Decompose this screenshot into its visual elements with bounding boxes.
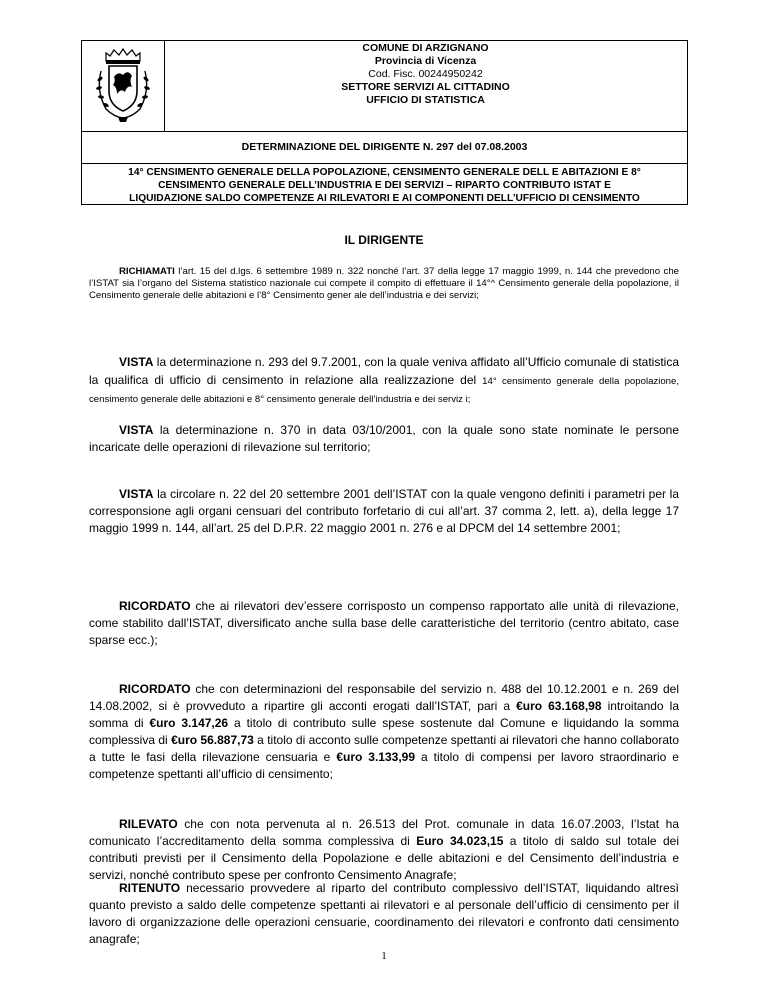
paragraph-lead: RICHIAMATI	[119, 266, 175, 277]
amount: Euro 34.023,15	[416, 834, 504, 848]
paragraph-text: la circolare n. 22 del 20 settembre 2001 dell’ISTAT con la quale vengono definiti i parametri per la corresponsione agli organi censuari del contributo forfetario di cui all’art. 37 comma 2, lett. a), della legge 17 maggio 1999 n. 144, all’art. 25 del D.P.R. 22 maggio 2001 n. 276 e al DPCM del 14 settembre 2001;	[89, 487, 679, 535]
paragraph-vista-1	[89, 353, 679, 407]
paragraph-lead: VISTA	[119, 423, 154, 437]
paragraph-lead: RICORDATO	[119, 682, 191, 696]
office-name: UFFICIO DI STATISTICA	[366, 94, 485, 106]
paragraph-lead: RICORDATO	[119, 599, 191, 613]
paragraph-text-small: 14° censimento generale della popolazione, censimento generale delle abitazioni e 8° censimento generale dell’industria e dei serviz i;	[89, 376, 680, 405]
paragraph-vista-3	[89, 486, 679, 537]
paragraph-text: a titolo di contributo sulle spese sostenute dal Comune e liquidando la somma complessiva di	[89, 716, 679, 747]
paragraph-vista-2	[89, 422, 679, 456]
crest-cell	[82, 41, 165, 131]
paragraph-richiamati	[89, 266, 679, 302]
paragraph-text: a titolo di compensi per lavoro straordinario e competenze spettanti all’ufficio di censimento;	[89, 750, 679, 781]
amount: €uro 3.147,26	[149, 716, 229, 730]
paragraph-ritenuto	[89, 880, 679, 948]
municipality-name: COMUNE DI ARZIGNANO	[362, 42, 489, 54]
paragraph-text: l’art. 15 del d.lgs. 6 settembre 1989 n. 322 nonché l’art. 37 della legge 17 maggio 1999, n. 144 che prevedono che l’ISTAT sia l’organo del Sistema statistico nazionale cui compete il compito di effettuare il 14°^ Censimento generale della popolazione, il Censimento generale delle abitazioni e l’8° Censimento gener ale dell’industria e dei servizi;	[89, 266, 679, 301]
paragraph-ricordato-2	[89, 681, 679, 783]
paragraph-text: necessario provvedere al riparto del contributo complessivo dell’ISTAT, liquidando altresì quanto previsto a saldo delle competenze spettanti ai rilevatori e al personale dell’ufficio di censimento per il lavoro di organizzazione delle operazioni censuarie, coordinamento dei rilevatori e confronto dati censimento anagrafe;	[89, 881, 679, 946]
subject-line: LIQUIDAZIONE SALDO COMPETENZE AI RILEVATORI E AI COMPONENTI DELL’UFFICIO DI CENSIMENTO	[129, 193, 640, 204]
province-name: Provincia di Vicenza	[374, 55, 477, 67]
organization-block	[164, 41, 687, 132]
paragraph-ricordato-1	[89, 598, 679, 649]
paragraph-text: la determinazione n. 370 in data 03/10/2001, con la quale sono state nominate le persone incaricate delle operazioni di rilevazione sul territorio;	[89, 423, 679, 454]
paragraph-text: a titolo di acconto sulle competenze spettanti ai rilevatori che hanno collaborato a tutte le fasi della rilevazione censuaria e	[89, 733, 679, 764]
determination-title: DETERMINAZIONE DEL DIRIGENTE N. 297 del 07.08.2003	[82, 131, 687, 164]
paragraph-lead: RITENUTO	[119, 881, 181, 895]
paragraph-lead: VISTA	[119, 487, 154, 501]
sector-name: SETTORE SERVIZI AL CITTADINO	[341, 81, 510, 93]
amount: €uro 63.168,98	[516, 699, 602, 713]
section-title: IL DIRIGENTE	[344, 233, 424, 247]
page-number: 1	[381, 950, 387, 962]
subject-line: 14° CENSIMENTO GENERALE DELLA POPOLAZIONE, CENSIMENTO GENERALE DELL E ABITAZIONI E 8°	[128, 167, 641, 178]
paragraph-text: che con determinazioni del responsabile del servizio n. 488 del 10.12.2001 e n. 269 del 14.08.2002, si è provveduto a ripartire gli acconti erogati dall’ISTAT, pari a	[89, 682, 679, 713]
paragraph-lead: RILEVATO	[119, 817, 178, 831]
coat-of-arms-icon	[92, 47, 154, 125]
subject-line: CENSIMENTO GENERALE DELL’INDUSTRIA E DEI SERVIZI – RIPARTO CONTRIBUTO ISTAT E	[158, 180, 611, 191]
amount: €uro 3.133,99	[336, 750, 416, 764]
subject-block	[82, 163, 687, 206]
amount: €uro 56.887,73	[171, 733, 254, 747]
paragraph-text: che ai rilevatori dev’essere corrisposto un compenso rapportato alle unità di rilevazione, come stabilito dall’ISTAT, diversificato anche sulla base delle caratteristiche del territorio (centro abitato, case sparse ecc.);	[89, 599, 679, 647]
paragraph-text: che con nota pervenuta al n. 26.513 del Prot. comunale in data 16.07.2003, l’Istat ha comunicato l’accreditamento della somma complessiva di	[89, 817, 679, 848]
paragraph-text: la determinazione n. 293 del 9.7.2001, con la quale veniva affidato all’Ufficio comunale di statistica la qualifica di ufficio di censimento in relazione alla realizzazione del	[89, 355, 679, 387]
paragraph-text: a titolo di saldo sul totale dei contributi previsti per il Censimento della Popolazione e delle abitazioni e del Censimento dell’industria e servizi, nonché contributo spese per confronto Censimento Anagrafe;	[89, 834, 679, 882]
paragraph-text: introitando la somma di	[89, 699, 679, 730]
paragraph-lead: VISTA	[119, 355, 154, 369]
header-top-row	[82, 41, 687, 132]
document-header	[81, 40, 688, 205]
tax-code: Cod. Fisc. 00244950242	[368, 68, 483, 80]
paragraph-rilevato	[89, 816, 679, 884]
